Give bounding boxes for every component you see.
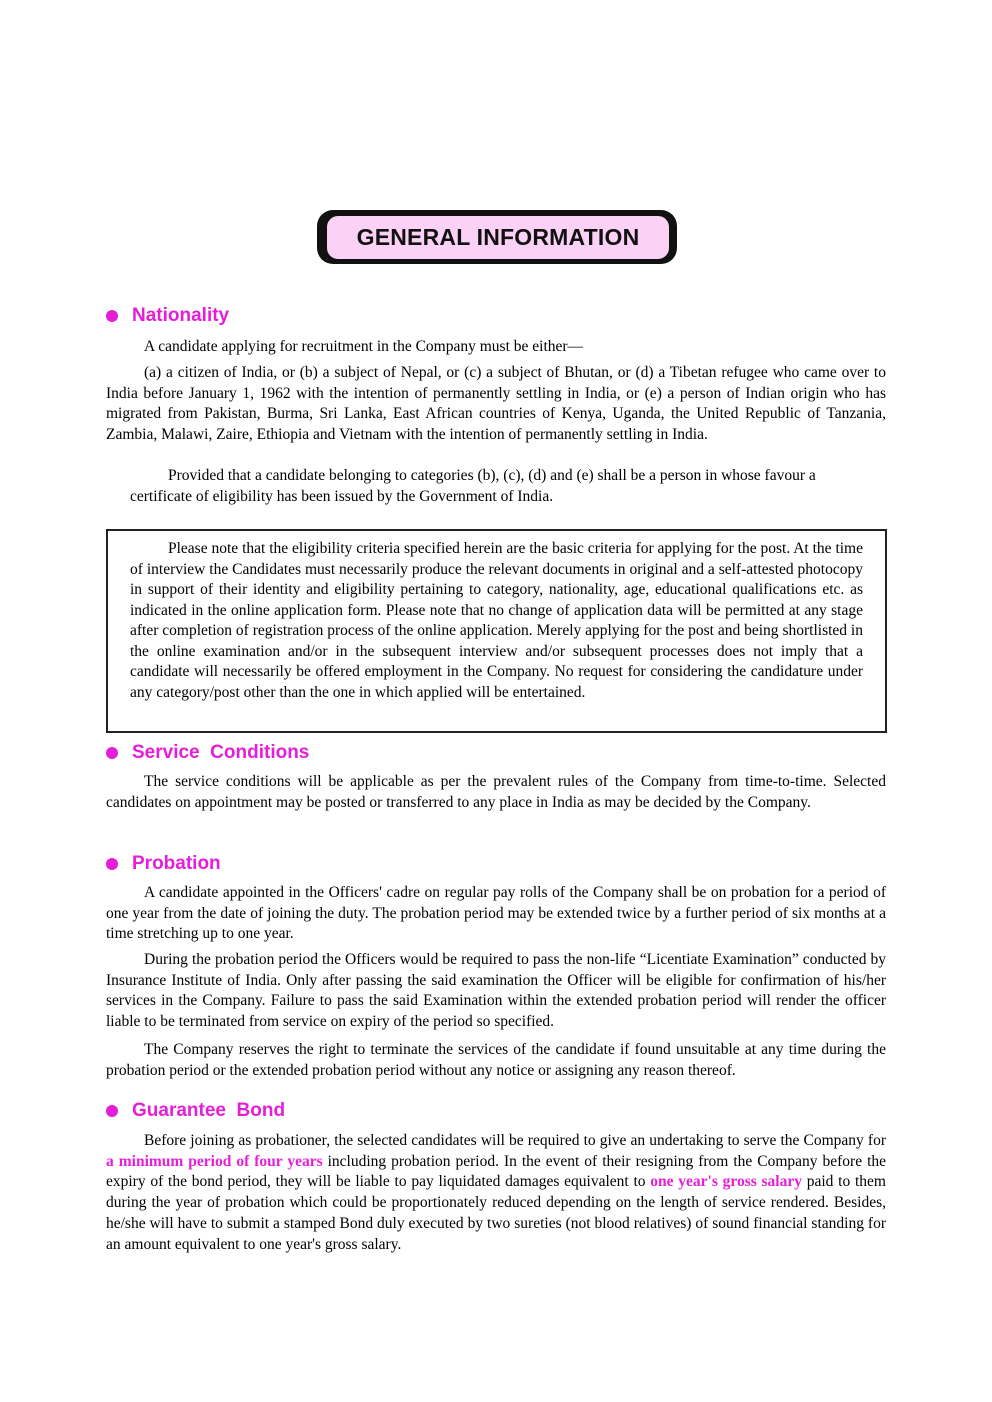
- bond-highlight-period: a minimum period of four years: [106, 1152, 323, 1170]
- page-title: GENERAL INFORMATION: [325, 214, 671, 261]
- bond-highlight-salary: one year's gross salary: [650, 1173, 802, 1191]
- title-banner: [317, 210, 681, 268]
- guarantee-bond-text: [106, 1131, 886, 1255]
- probation-para-3: The Company reserves the right to terminate the services of the candidate if found unsuitable at any time during the probation period or the extended probation period without any notice or assigning any reason thereof.: [106, 1041, 886, 1079]
- eligibility-notice-text: Please note that the eligibility criteria specified herein are the basic criteria for applying for the post. At the time of interview the Candidates must necessarily produce the relevant documents in original and a self-attested photocopy in support of their identity and eligibility pertaining to category, nationality, age, educational qualifications etc. as indicated in the online application form. Please note that no change of application data will be permitted at any stage after completion of registration process of the online application. Merely applying for the post and being shortlisted in the online examination and/or in the subsequent interview and/or subsequent processes does not imply that a candidate will necessarily be offered employment in the Company. No request for considering the candidature under any category/post other than the one in which applied will be entertained.: [130, 540, 863, 701]
- heading-text: Probation: [132, 853, 221, 874]
- probation-para-2: During the probation period the Officers would be required to pass the non-life “Licentiate Examination” conducted by Insurance Institute of India. Only after passing the said examination the Officer will be eligible for confirmation of his/her services in the Company. Failure to pass the said Examination within the extended probation period will render the officer liable to be terminated from service on expiry of the period so specified.: [106, 951, 886, 1031]
- eligibility-notice-box: [106, 529, 887, 733]
- service-conditions-text: The service conditions will be applicable as per the prevalent rules of the Company from time-to-time. Selected candidates on appointment may be posted or transferred to any place in India as may be decided by the Company.: [106, 773, 886, 811]
- heading-text: Nationality: [132, 305, 230, 326]
- nationality-intro: A candidate applying for recruitment in the Company must be either—: [144, 338, 584, 355]
- section-heading-probation: [106, 852, 221, 876]
- bullet-icon: [106, 858, 118, 870]
- section-heading-nationality: [106, 304, 229, 328]
- nationality-proviso: Provided that a candidate belonging to categories (b), (c), (d) and (e) shall be a person in whose favour a certificate of eligibility has been issued by the Government of India.: [130, 467, 816, 505]
- section-heading-service-conditions: [106, 741, 309, 765]
- bond-text-part-1: Before joining as probationer, the selected candidates will be required to give an undertaking to serve the Company for: [144, 1132, 886, 1149]
- heading-text: Guarantee Bond: [132, 1100, 286, 1121]
- bond-text-part-3: paid to them during the year of probation which could be proportionately reduced depending on the length of service rendered. Besides, he/she will have to submit a stamped Bond duly executed by two sureties (not blood relatives) of sound financial standing for an amount equivalent to one year's gross salary.: [106, 1173, 886, 1253]
- bullet-icon: [106, 747, 118, 759]
- nationality-criteria: (a) a citizen of India, or (b) a subject of Nepal, or (c) a subject of Bhutan, or (d) a Tibetan refugee who came over to India before January 1, 1962 with the intention of permanently settling in India, or (e) a person of Indian origin who has migrated from Pakistan, Burma, Sri Lanka, East African countries of Kenya, Uganda, the United Republic of Tanzania, Zambia, Malawi, Zaire, Ethiopia and Vietnam with the intention of permanently settling in India.: [106, 364, 886, 444]
- section-heading-guarantee-bond: [106, 1099, 285, 1123]
- heading-text: Service Conditions: [132, 742, 310, 763]
- bullet-icon: [106, 1105, 118, 1117]
- bullet-icon: [106, 310, 118, 322]
- bond-text-part-2: including probation period. In the event of their resigning from the Company before the expiry of the bond period, they will be liable to pay liquidated damages equivalent to: [106, 1152, 887, 1191]
- probation-para-1: A candidate appointed in the Officers' cadre on regular pay rolls of the Company shall be on probation for a period of one year from the date of joining the duty. The probation period may be extended twice by a further period of six months at a time stretching up to one year.: [106, 884, 886, 943]
